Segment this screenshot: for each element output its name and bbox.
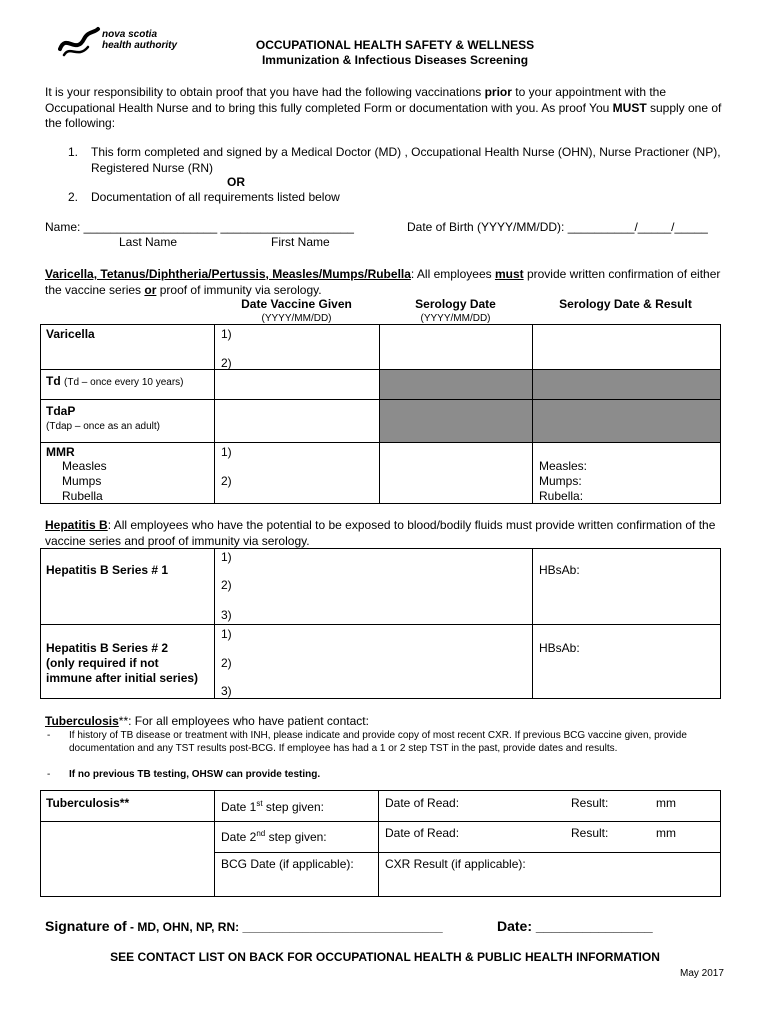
tb-read2-cell[interactable]: [379, 822, 721, 853]
tb-bullet-1: If history of TB disease or treatment with INH, please indicate and provide copy of most recent CXR. If previous BCG vaccine given, provide documentation and any TST results post-BCG. If employee has had a 1 or 2 step TST in the past, provide dates and results.: [69, 730, 687, 754]
dose-2-label: 2): [221, 474, 232, 488]
table-row-varicella: [41, 325, 721, 370]
hbsab-label: HBsAb:: [539, 563, 580, 577]
intro-prior: prior: [484, 85, 512, 99]
intro-part2: to your appointment with the Occupational Health Nurse and to bring this fully completed Form or documentation with you. As proof You: [45, 85, 667, 115]
vaccines-table: [40, 324, 721, 504]
dose-2-label: 2): [221, 356, 232, 370]
mumps-label: Mumps: [62, 474, 102, 488]
option-2-text: Documentation of all requirements listed below: [91, 190, 340, 204]
table-row-hepb-1: [41, 549, 721, 625]
tb-bullet-2-dash: -: [47, 769, 51, 780]
hepb-series-2-note2: immune after initial series): [46, 671, 199, 685]
hepb-table: [40, 548, 721, 699]
td-result-shaded: [533, 370, 721, 400]
tb-date2-cell[interactable]: [215, 822, 379, 853]
hepb-2-dates-cell[interactable]: [215, 625, 533, 699]
mumps-result-label: Mumps:: [539, 474, 582, 488]
tb-empty-cell-3: [41, 853, 215, 897]
tb-read1-cell[interactable]: [379, 791, 721, 822]
table-row-tb-3: [41, 853, 721, 897]
tb-bcg-cell[interactable]: [215, 853, 379, 897]
varicella-label: Varicella: [46, 327, 95, 341]
tb-bcg-label: BCG Date (if applicable):: [221, 857, 354, 871]
dose-1-label: 1): [221, 445, 232, 459]
measles-label: Measles: [62, 459, 107, 473]
tdap-label-cell: [41, 400, 215, 443]
vaccines-or: or: [144, 282, 157, 297]
table-row-mmr: [41, 443, 721, 504]
logo-text-line2: health authority: [102, 40, 178, 51]
mmr-result-cell[interactable]: [533, 443, 721, 504]
mmr-label-cell: [41, 443, 215, 504]
td-label-cell: [41, 370, 215, 400]
tb-empty-cell-2: [41, 822, 215, 853]
table-row-tb-2: [41, 822, 721, 853]
dob-field[interactable]: Date of Birth (YYYY/MM/DD): __________/_____/_____: [407, 220, 708, 234]
td-date-cell[interactable]: [215, 370, 380, 400]
hepb-text: : All employees who have the potential to be exposed to blood/bodily fluids must provide written confirmation of the vaccine series and proof of immunity via serology.: [45, 518, 716, 548]
mmr-dates-cell[interactable]: [215, 443, 380, 504]
hepb-series-2-label: Hepatitis B Series # 2: [46, 641, 169, 655]
tb-read1-label: Date of Read:: [385, 796, 460, 810]
tb-date2-text: Date 2: [221, 830, 257, 844]
rubella-result-label: Rubella:: [539, 489, 584, 503]
hepb-2-label-cell: [41, 625, 215, 699]
option-1-number: 1.: [68, 145, 79, 159]
col-serology-header: Serology Date: [415, 297, 496, 311]
tb-date1-label: [221, 796, 324, 815]
tb-heading-suffix: **: For all employees who have patient contact:: [118, 714, 369, 728]
tb-result2-label: Result:: [571, 826, 609, 840]
form-date: May 2017: [680, 968, 724, 979]
table-row-td: [41, 370, 721, 400]
tb-date1-cell[interactable]: [215, 791, 379, 822]
tb-intro: [45, 714, 369, 729]
dose-1-label: 1): [221, 327, 232, 341]
varicella-serology-result-cell[interactable]: [533, 325, 721, 370]
tdap-result-shaded: [533, 400, 721, 443]
signature-roles: - MD, OHN, NP, RN: ______________________________: [126, 920, 443, 934]
tdap-label: TdaP: [46, 404, 76, 418]
hepb-1-dates-cell[interactable]: [215, 549, 533, 625]
hepb-intro: [45, 518, 725, 549]
tb-heading: Tuberculosis: [45, 714, 119, 728]
option-2-number: 2.: [68, 190, 79, 204]
col-serology-format: (YYYY/MM/DD): [420, 313, 491, 324]
tb-date1-sup: st: [256, 799, 263, 808]
varicella-label-cell: [41, 325, 215, 370]
tb-row-label: Tuberculosis**: [46, 796, 130, 810]
last-name-label: Last Name: [119, 235, 178, 249]
col-date-header: Date Vaccine Given: [241, 297, 352, 311]
rubella-label: Rubella: [62, 489, 103, 503]
varicella-dates-cell[interactable]: [215, 325, 380, 370]
vaccines-intro: [45, 267, 730, 298]
tdap-date-cell[interactable]: [215, 400, 380, 443]
varicella-serology-date-cell[interactable]: [380, 325, 533, 370]
signature-date[interactable]: Date: _______________: [497, 918, 653, 934]
dose-1-label: 1): [221, 550, 232, 564]
dose-1-label: 1): [221, 627, 232, 641]
intro-part3: supply one of the following:: [45, 100, 722, 130]
tb-mm2-label: mm: [656, 826, 676, 840]
tb-mm1-label: mm: [656, 796, 676, 810]
hepb-1-hbsab-cell[interactable]: [533, 549, 721, 625]
hepb-series-2-note1: (only required if not: [46, 656, 159, 670]
tb-read2-label: Date of Read:: [385, 826, 460, 840]
tdap-note: (Tdap – once as an adult): [46, 421, 160, 432]
tb-date2-sup: nd: [256, 829, 266, 838]
page-title: OCCUPATIONAL HEALTH SAFETY & WELLNESS: [255, 38, 535, 52]
hepb-2-hbsab-cell[interactable]: [533, 625, 721, 699]
vaccines-heading: Varicella, Tetanus/Diphtheria/Pertussis, Measles/Mumps/Rubella: [45, 267, 411, 281]
td-serology-shaded: [380, 370, 533, 400]
tb-date1-suffix: step given:: [262, 800, 324, 814]
table-row-hepb-2: [41, 625, 721, 699]
measles-result-label: Measles:: [539, 459, 588, 473]
dose-3-label: 3): [221, 608, 232, 622]
vaccines-must: must: [494, 267, 524, 281]
tb-result1-label: Result:: [571, 796, 609, 810]
mmr-label: MMR: [46, 445, 75, 459]
col-result-header: Serology Date & Result: [559, 297, 692, 311]
tb-bullet-2: If no previous TB testing, OHSW can provide testing.: [69, 769, 321, 780]
option-1-text: This form completed and signed by a Medical Doctor (MD) , Occupational Health Nurse (OHN), Nurse Practioner (NP), Registered Nurse (RN): [91, 145, 721, 175]
tb-date2-label: [221, 826, 327, 845]
tb-date1-text: Date 1: [221, 800, 257, 814]
vaccines-text1: : All employees: [410, 267, 495, 281]
hepb-heading: Hepatitis B: [45, 518, 108, 532]
vaccines-text3: proof of immunity via serology.: [156, 282, 322, 297]
tb-cxr-label: CXR Result (if applicable):: [385, 857, 526, 871]
hepb-1-label-cell: [41, 549, 215, 625]
dose-3-label: 3): [221, 684, 232, 698]
logo-text-line1: nova scotia: [102, 29, 158, 40]
tb-cxr-cell[interactable]: [379, 853, 721, 897]
intro-must: MUST: [612, 100, 647, 115]
hbsab-label: HBsAb:: [539, 641, 580, 655]
td-label: [46, 374, 184, 389]
name-field[interactable]: Name: ____________________ ____________________: [45, 220, 354, 234]
col-date-format: (YYYY/MM/DD): [261, 313, 332, 324]
tb-label-cell: [41, 791, 215, 822]
intro-part1: It is your responsibility to obtain proof that you have had the following vaccinations: [45, 85, 485, 99]
page-subtitle: Immunization & Infectious Diseases Screening: [261, 53, 529, 67]
vaccines-text2: provide written confirmation of either the vaccine series: [45, 267, 721, 297]
mmr-serology-date-cell[interactable]: [380, 443, 533, 504]
first-name-label: First Name: [271, 235, 330, 249]
dose-2-label: 2): [221, 578, 232, 592]
option-or: OR: [227, 175, 245, 189]
td-note: (Td – once every 10 years): [64, 377, 184, 388]
table-row-tdap: [41, 400, 721, 443]
signature-line[interactable]: [45, 918, 443, 936]
signature-label: Signature of: [45, 918, 127, 934]
table-row-tb-1: [41, 791, 721, 822]
tb-bullet-1-dash: -: [47, 730, 51, 741]
hepb-series-1-label: Hepatitis B Series # 1: [46, 563, 169, 577]
dose-2-label: 2): [221, 656, 232, 670]
tb-table: [40, 790, 721, 897]
intro-paragraph: [45, 85, 725, 132]
contact-note: SEE CONTACT LIST ON BACK FOR OCCUPATIONAL HEALTH & PUBLIC HEALTH INFORMATION: [110, 950, 660, 964]
td-name: Td: [46, 374, 61, 388]
tb-date2-suffix: step given:: [265, 830, 327, 844]
tdap-serology-shaded: [380, 400, 533, 443]
